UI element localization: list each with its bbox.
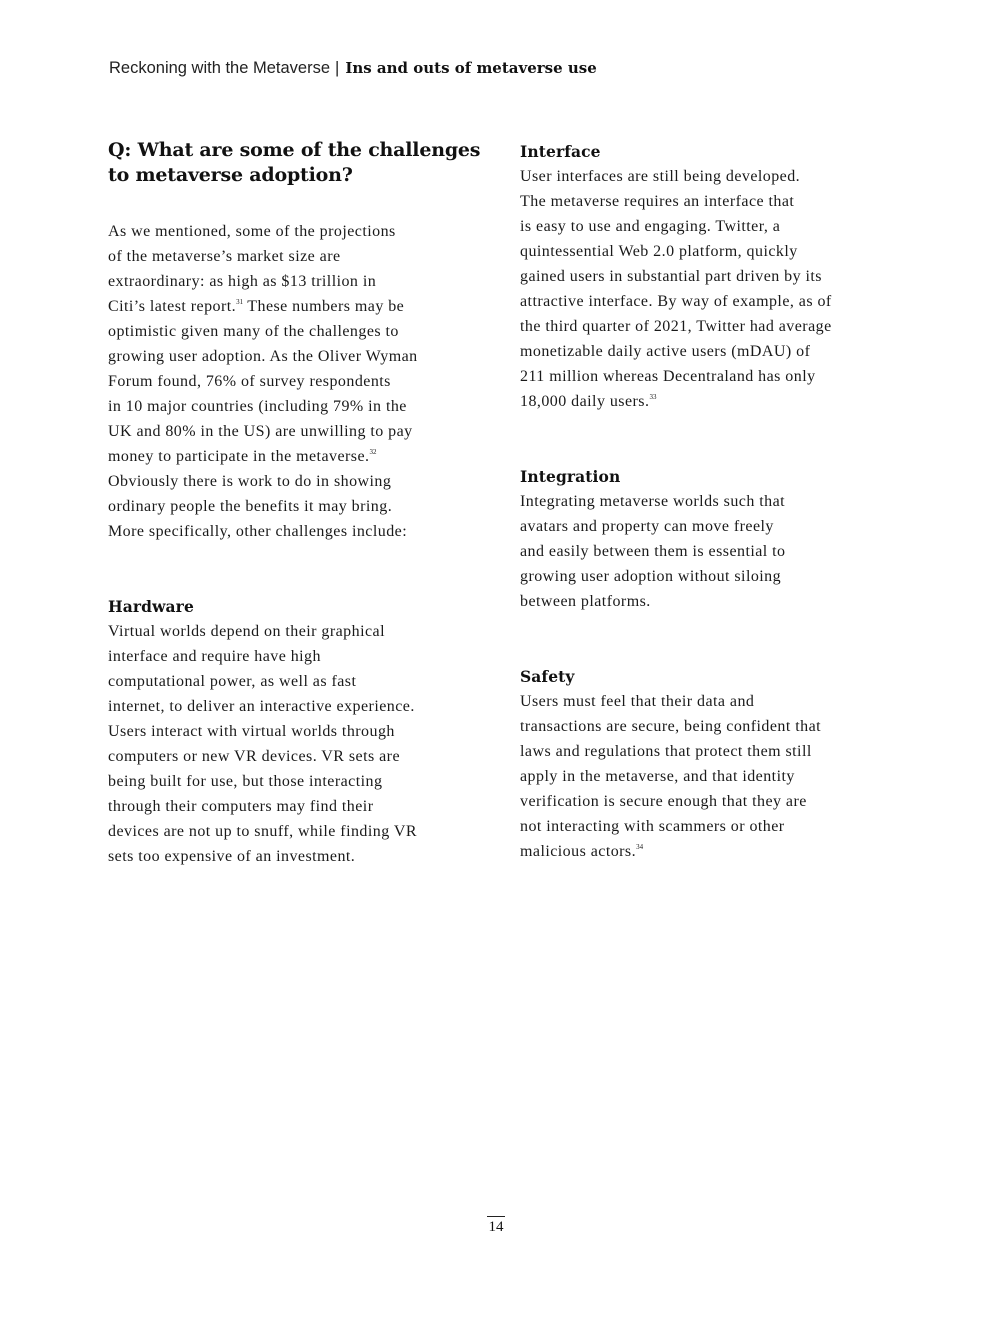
text-segment: malicious actors. [520,843,637,860]
text-line: devices are not up to snuff, while finding VR [108,823,417,840]
text-line-with-footnote [520,839,890,864]
text-line: optimistic given many of the challenges to [108,323,399,340]
text-line: not interacting with scammers or other [520,818,785,835]
section-title: Ins and outs of metaverse use [345,59,597,77]
text-line: through their computers may find their [108,798,374,815]
footnote-ref-31: 31 [236,298,244,306]
text-line: verification is secure enough that they are [520,793,807,810]
text-line: and easily between them is essential to [520,543,786,560]
question-line: Q: What are some of the challenges [108,139,481,161]
text-line: Obviously there is work to do in showing [108,473,392,490]
text-line: in 10 major countries (including 79% in the [108,398,407,415]
header-separator: | [335,59,340,77]
text-line: transactions are secure, being confident that [520,718,822,735]
safety-heading: Safety [520,667,575,686]
text-segment: money to participate in the metaverse. [108,448,370,465]
text-line: 211 million whereas Decentraland has only [520,368,816,385]
integration-paragraph [520,489,890,614]
text-line-with-footnote [108,294,473,319]
safety-paragraph [520,689,890,864]
interface-heading: Interface [520,142,601,161]
text-segment: 18,000 daily users. [520,393,650,410]
text-line: The metaverse requires an interface that [520,193,795,210]
text-line: User interfaces are still being developed. [520,168,801,185]
text-segment: Citi’s latest report. [108,298,237,315]
text-line: internet, to deliver an interactive experience. [108,698,415,715]
text-line: growing user adoption without siloing [520,568,782,585]
right-column [520,139,890,864]
text-line: computational power, as well as fast [108,673,357,690]
text-line: is easy to use and engaging. Twitter, a [520,218,781,235]
text-line: growing user adoption. As the Oliver Wyman [108,348,418,365]
text-segment: These numbers may be [243,298,405,315]
text-line: being built for use, but those interacting [108,773,383,790]
text-line: sets too expensive of an investment. [108,848,356,865]
integration-heading: Integration [520,467,621,486]
text-line: Integrating metaverse worlds such that [520,493,786,510]
hardware-paragraph [108,619,473,869]
footnote-ref-34: 34 [636,843,644,851]
text-line: quintessential Web 2.0 platform, quickly [520,243,798,260]
text-line: As we mentioned, some of the projections [108,223,396,240]
text-line: extraordinary: as high as $13 trillion in [108,273,377,290]
footnote-ref-33: 33 [649,393,657,401]
text-line-with-footnote [520,389,890,414]
text-line: UK and 80% in the US) are unwilling to pay [108,423,413,440]
text-line: Forum found, 76% of survey respondents [108,373,391,390]
text-line: ordinary people the benefits it may bring. [108,498,393,515]
text-line: Users interact with virtual worlds through [108,723,395,740]
text-line: of the metaverse’s market size are [108,248,341,265]
text-line: gained users in substantial part driven by its [520,268,822,285]
text-line: attractive interface. By way of example, as of [520,293,832,310]
left-column [108,138,481,869]
text-line: Virtual worlds depend on their graphical [108,623,385,640]
running-header [109,57,597,79]
interface-paragraph [520,164,890,414]
text-line: avatars and property can move freely [520,518,774,535]
intro-paragraph [108,219,473,544]
text-line: interface and require have high [108,648,321,665]
hardware-heading: Hardware [108,597,194,616]
text-line: laws and regulations that protect them still [520,743,812,760]
text-line: the third quarter of 2021, Twitter had average [520,318,832,335]
text-line: Users must feel that their data and [520,693,755,710]
question-line: to metaverse adoption? [108,164,353,186]
text-line: monetizable daily active users (mDAU) of [520,343,811,360]
text-line: computers or new VR devices. VR sets are [108,748,401,765]
page-number: 14 [487,1216,505,1236]
question-heading [108,138,481,188]
footnote-ref-32: 32 [369,448,377,456]
text-line: More specifically, other challenges include: [108,523,408,540]
text-line-with-footnote [108,444,473,469]
text-line: between platforms. [520,593,651,610]
report-title: Reckoning with the Metaverse [109,59,331,77]
text-line: apply in the metaverse, and that identity [520,768,795,785]
